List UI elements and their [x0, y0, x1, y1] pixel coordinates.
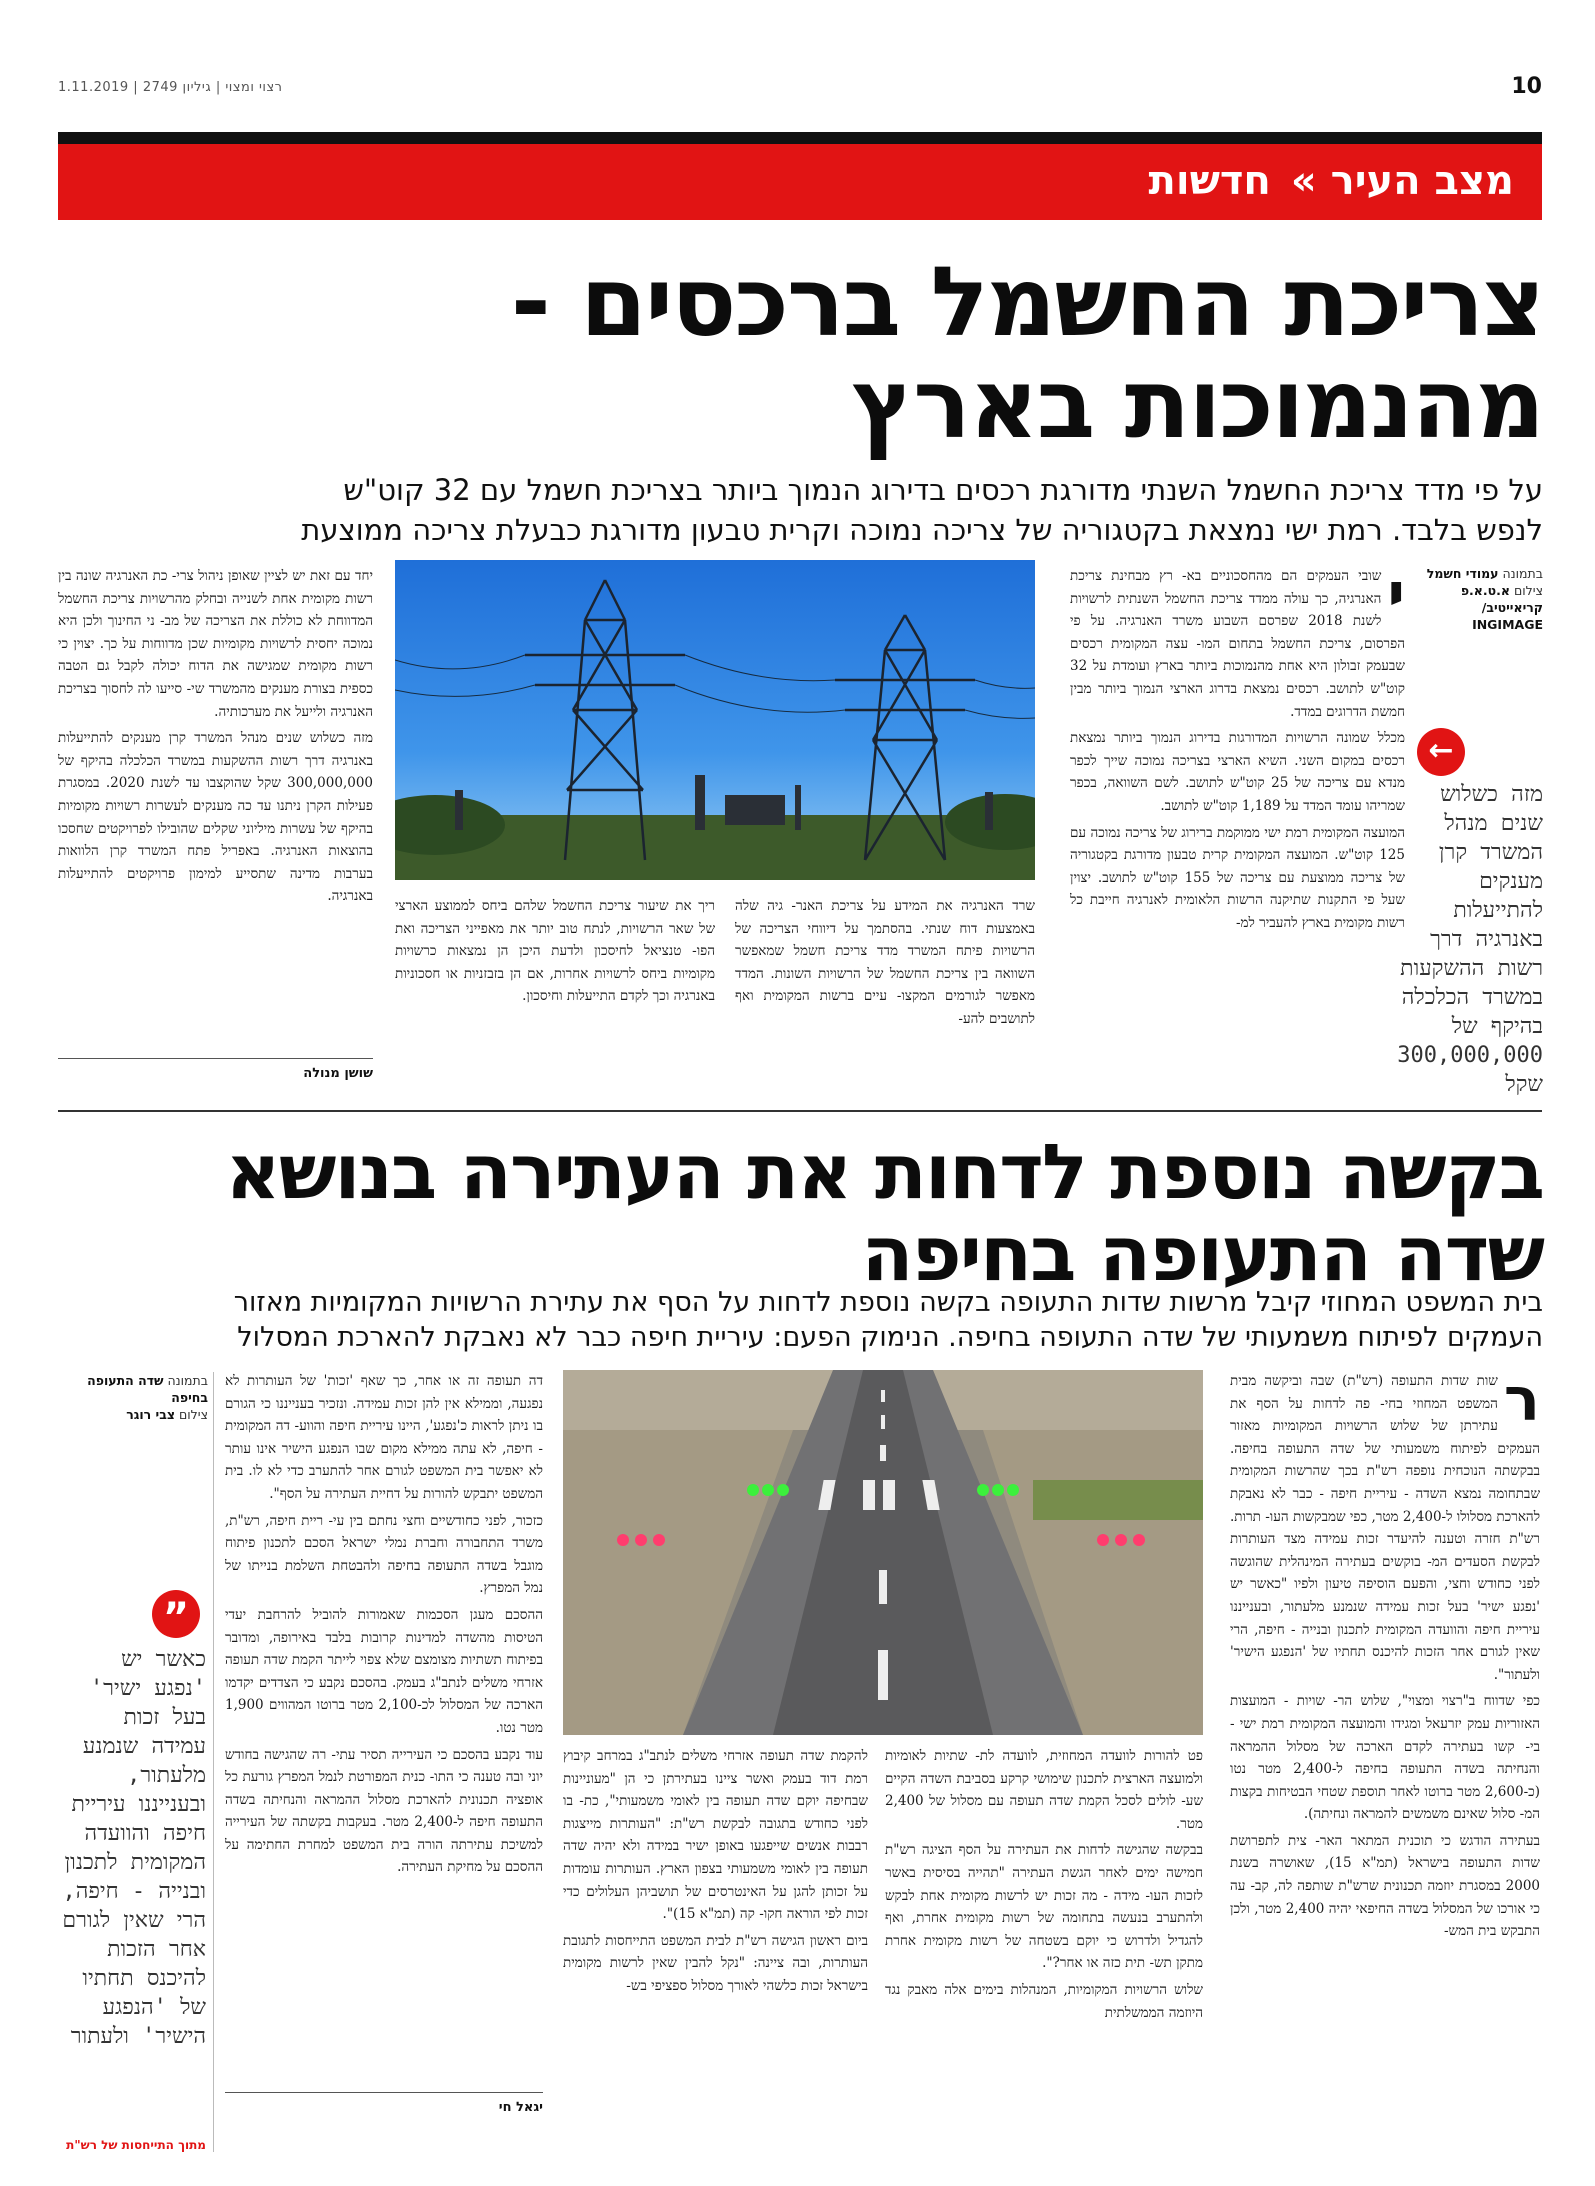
article-divider: [58, 1110, 1542, 1112]
credit-subject: שדה התעופה בחיפה: [87, 1373, 208, 1405]
article2-paragraph: דה תעופה זה או אחר, כך שאף 'זכות' של העותרות לא נפגעה, וממילא אין להן זכות עמידה. ונזכיר בענייננו כי הגורם בו ניתן לראות כ'נפגע', היינו עיריית חיפה והווע- דה המקומית - חיפה, לא עתה ממילא מקום שבו הנפגע הישיר אינו עותר לא יאפשר בית המשפט לגורם אחר להתערב כדי לא לו. בית המשפט יתבקש להורות על דחיית העתירה על הסף".: [225, 1373, 543, 1502]
article1-column-3: [395, 895, 715, 1085]
article1-subhead-line2: לנפש בלבד. רמת ישי נמצאת בקטגוריה של צריכה נמוכה וקרית טבעון מדורגת כבעלת צריכה ממוצעת: [301, 513, 1543, 547]
credit-label: בתמונה: [167, 1373, 208, 1388]
article2-column-3: [563, 1745, 868, 2160]
article1-paragraph: שרד האנרגיה את המידע על צריכת האנר- גיה שלה באמצעות דוח שנתי. בהסתמך על דיווחי הצריכה של הרשויות פיתח המשרד מדד צריכת חשמל שמאפשר השוואה בין צריכת החשמל של הרשויות השונות. המדד מאפשר לגורמים המקצו- עיים ברשות המקומית ואף לתושבים להע-: [735, 898, 1035, 1027]
article2-paragraph: ביום ראשון הגישה רש"ת לבית המשפט התייחסות לתגובת העותרות, ובה ציינה: "נקל להבין שאין לרשות מקומית בישראל זכות כלשהי לאורך מסלול ספציפי בש-: [563, 1932, 868, 1994]
article2-paragraph: בעתירה הודגש כי תוכנית המתאר האר- צית לתפרושת שדות התעופה בישראל (תמ"א 15), שאושרה בשנת 2000 במסגרת יוזמה תכנונית שרש"ת שותפה לה, קב- עה כי אורכו של המסלול בשדה החיפאי יהיה 2,400 מטר, ולכן התבקש בית המש-: [1230, 1832, 1540, 1940]
article2-paragraph: שות שדות התעופה (רש"ת) שבה וביקשה מבית המשפט המחוזי בחי- פה לדחות על הסף את עתירתן של שלוש הרשויות המקומיות מאזור העמקים לפיתוח משמעותי של שדה התעופה בחיפה. בבקשתה הנוכחית נופפה רש"ת בכך שהרשות המקומית שבתחומה נמצא השדה - עיריית חיפה - כבר לא נאבקת להארכת מסלולו ל-2,400 מטר, כפי שמבקשות העו- תרות. רש"ת חזרה וטענה להיעדר זכות עמידה מצד העותרות לבקשת הסעדים המ- בוקשים בעתירה המינהלית שהוגשה לפני כחודש וחצי, והפעם הוסיפה טיעון ולפיו "כאשר יש 'נפגע ישיר' בעל זכות עמידה שנמנע מלעתור, ובענייננו עיריית חיפה והוועדה המקומית לתכנון ובנייה - חיפה, הרי שאין לגורם אחר הזכות להיכנס תחתיו של 'הנפגע הישיר' ולעתור".: [1230, 1373, 1540, 1683]
power-lines-illustration: [395, 560, 1035, 880]
article1-column-4: [58, 565, 373, 1055]
publication-info: רצוי ומצוי | גיליון 2749 | 1.11.2019: [58, 80, 283, 95]
article2-subhead-line1: בית המשפט המחוזי קיבל מרשות שדות התעופה בקשה נוספת לדחות על הסף את עתירת הרשויות המקומיות מאזור: [233, 1287, 1543, 1318]
article1-photo-credit: [1425, 565, 1543, 633]
article1-headline-line1: צריכת החשמל ברכסים -: [510, 246, 1543, 358]
article2-byline: יגאל חי: [498, 2100, 543, 2115]
section-top-rule: [58, 132, 1542, 144]
article1-headline-line2: מהנמוכות בארץ: [851, 348, 1543, 460]
article2-column-4: [225, 1370, 543, 2085]
article2-column-2: [885, 1745, 1203, 2160]
article2-paragraph: פט להורות לוועדה המחוזית, לוועדה לת- שתיות לאומיות ולמועצה הארצית לתכנון שימושי קרקע בסביבת השדה הקיים שע- לולים לסכל הקמת שדה תעופה עם מסלול של 2,400 מטר.: [885, 1748, 1203, 1832]
article1-pullquote: מזה כשלוש שנים מנהל המשרד קרן מענקים להתייעלות באנרגיה דרך רשות ההשקעות במשרד הכלכלה בהיקף של 300,000,000 שקל: [1397, 782, 1543, 1097]
article2-paragraph: כזכור, לפני כחודשיים וחצי נחתם בין עי- ריית חיפה, רש"ת, משרד התחבורה וחברת נמלי ישראל הסכם לתכנון פיתוח מוגבל בשדה התעופה בחיפה ולהבטחת השלמת בנייתו של נמל המפרץ.: [225, 1512, 543, 1597]
article2-paragraph: עוד נקבע בהסכם כי העירייה תסיר עתי- רה שהגישה בחודש יוני ובה טענה כי התו- כנית המפורטת לנמל המפרץ גורעת כל אופציה תכנונית להארכת מסלול ההמראה והנחיתה בשדה התעופה חיפה ל-2,400 מטר. בעקבות בקשתה של העירייה למשיכת עתירתה הורה בית המשפט למחרת החתימה על ההסכם על מחיקת העתירה.: [225, 1746, 543, 1876]
article1-column-2: [735, 895, 1035, 1085]
article2-photo-credit: [58, 1372, 208, 1423]
article2-paragraph: להקמת שדה תעופה אזרחי משלים לנתב"ג במרחב קיבוץ רמת דוד בעמק ואשר ציינו בעתירתן כי הן "מעוניינות שבחיפה יוקם שדה תעופה בין לאומי משמעותי", כת- בו לפני כחודש בתגובה לבקשת רש"ת: "העותרות מייצגות רבבות אנשים שייפגעו באופן ישיר במידה ולא יהיה שדה תעופה בין לאומי משמעותי בצפון הארץ. העותרות עומדות על זכותן להגן על האינטרסים של תושביהן העלולים כדי זכות לפי הוראה חקו- קה (תמ"א 15)".: [563, 1748, 868, 1923]
section-banner: [58, 144, 1542, 220]
article1-paragraph: שובי העמקים הם מהחסכוניים בא- רץ מבחינת צריכת האנרגיה, כך עולה ממדד צריכת החשמל השנתית לרשויות לשנת 2018 שפרסם השבוע משרד האנרגיה. על פי הפרסום, צריכת החשמל בתחום המו- עצה המקומית רכסים שבעמק זבולון היא אחת מהנמוכות ביותר בארץ ועומדת על 32 קוט"ש לתושב. רכסים נמצאת בדרוג הארצי הנמוך ביותר מבין חמשת הדרוגים במדד.: [1070, 568, 1405, 720]
article1-paragraph: מכלל שמונה הרשויות המדורגות בדירוג הנמוך ביותר נמצאת רכסים במקום השני. השיא הארצי בצריכה נמוכה שייך לכפר מנדא עם צריכה של 25 קוט"ש לתושב. לשם השוואה, בכפר שמריהו עומד המדד על 1,189 קוט"ש לתושב.: [1070, 730, 1405, 814]
article2-dropcap: ר: [1503, 1370, 1540, 1435]
credit-photographer-label: צילום: [1513, 583, 1543, 598]
quote-icon: ”: [152, 1590, 200, 1638]
article2-paragraph: כפי שדווח ב"רצוי ומצוי", שלוש הר- שויות - המועצות האזוריות עמק יזרעאל ומגידו והמועצה המקומית רמת ישי - בי- קשו בעתירה לקדם הארכה של מסלול ההמראה והנחיתה בשדה התעופה בחיפה ל-2,400 מטר נטו (כ-2,600 מטר ברוטו לאחר תוספת שטחי הבטיחות בקצות המ- סלול שאינם משמשים להמראה ונחיתה).: [1230, 1693, 1540, 1823]
article2-subhead-line2: העמקים לפיתוח משמעותי של שדה התעופה בחיפה. הנימוק הפעם: עיריית חיפה כבר לא נאבקת להארכת המסלול: [237, 1322, 1543, 1353]
credit-photographer-label: צילום: [178, 1407, 208, 1422]
pullquote-source: מתוך התייחסות של רש"ת: [66, 2138, 206, 2152]
article2-paragraph: בבקשה שהגישה לדחות את העתירה על הסף הציגה רש"ת חמישה ימים לאחר הגשת העתירה "תהייה בסיסית באשר לזכות העו- מידה - מה זכות יש לרשות מקומית אחת לבקש ולהתערב בנעשה בתחומה של רשות מקומית אחרת, ואף להגדיל ולדרוש כי יוקם בשטחה של רשות מקומית אחרת מתקן תש- תית כזה או אחר?".: [885, 1842, 1203, 1972]
section-title: [1149, 158, 1514, 204]
article1-paragraph: יחד עם זאת יש לציין שאופן ניהול צרי- כת האנרגיה שונה בין רשות מקומית אחת לשנייה ובחלק מהרשויות צריכת החשמל המדווחת לא כוללת את הצריכה של מב- ני החינוך ולכן היא נמוכה יחסית לרשויות מקומיות שכן מדווחות על כך. יצוין כי רשות מקומית שמגישה את הדוח יכולה לקבל גם הטבה כספית בצורת מענקים מהמשרד שי- סייעו לה לחסוך בצריכת האנרגיה ולייעל את מערכותיה.: [58, 568, 373, 720]
credit-subject: עמודי חשמל: [1426, 566, 1499, 581]
article2-headline-line1: בקשה נוספת לדחות את העתירה בנושא: [225, 1127, 1543, 1216]
article2-paragraph: ההסכם מעגן הסכמות שאמורות להוביל להרחבת יעדי הטיסות מהשדה למדינות קרובות בלבד באירופה, ומדובר בפיתוח תשתיות מצומצם שלא צפוי לייתר הקמת שדה תעופה אזרחי משלים לנתב"ג בעמק. בהסכם נקבע כי הצדדים יקדמו הארכה של המסלול לכ-2,100 מטר ברוטו המהווים 1,900 מטר נטו.: [225, 1606, 543, 1736]
credit-label: בתמונה: [1502, 566, 1543, 581]
double-chevron-icon: »: [1290, 158, 1311, 204]
signature-rule: [58, 1058, 373, 1059]
section-category: חדשות: [1148, 158, 1271, 204]
page-number: 10: [1511, 74, 1542, 99]
article1-paragraph: מזה כשלוש שנים מנהל המשרד קרן מענקים להתייעלות באנרגיה דרך רשות ההשקעות במשרד הכלכלה בהיקף של 300,000,000 שקל שהוקצבו עד לשנת 2020. במסגרת פעילות הקרן ניתנו עד כה מענקים לעשרות רשויות מקומיות בהיקף של עשרות מיליוני שקלים שהובילו לפרויקטים שחסכו בהוצאות האנרגיה. באפריל פתח המשרד קרן הלוואות בערבות מדינה שתסייע למימון פרויקטים להתייעלות באנרגיה.: [58, 730, 373, 905]
pullquote-rule: [213, 1372, 214, 2152]
masthead: [58, 74, 1542, 100]
article2-column-1: [1230, 1370, 1540, 2160]
article1-paragraph: ריך את שיעור צריכת החשמל שלהם ביחס לממוצע הארצי של שאר הרשויות, לנתח טוב יותר את מאפייני הצריכה ואת הפו- טנציאל לחיסכון ולדעת היכן הן נמצאות כרשויות מקומיות ביחס לרשויות אחרות, אם הן בזבזניות או חסכוניות באנרגיה וכך לקדם התייעלות וחיסכון.: [395, 898, 715, 1005]
signature-rule: [225, 2092, 543, 2093]
credit-photographer: צבי רוגר: [126, 1407, 175, 1422]
article1-byline: שושן מנולה: [303, 1066, 373, 1081]
article1-paragraph: המועצה המקומית רמת ישי ממוקמת ברירוג של צריכה נמוכה עם 125 קוט"ש. המועצה המקומית קרית טבעון מדורגת בקטגוריה של צריכה ממוצעת עם צריכה של 155 קוט"ש לתושב. יצוין שעל פי התקנות שתיקנה הרשות הלאומית לאנרגיה חייבת כל רשות מקומית בארץ להעביר למ-: [1070, 824, 1405, 931]
article2-paragraph: שלוש הרשויות המקומיות, המנהלות בימים אלה מאבק נגד היוזמה הממשלתית: [885, 1981, 1203, 2021]
section-name: מצב העיר: [1330, 158, 1514, 204]
article1-column-1: [1070, 565, 1405, 1085]
article2-headline-line2: שדה התעופה בחיפה: [861, 1209, 1543, 1298]
power-lines-photo: [395, 560, 1035, 880]
article2-pullquote: כאשר יש 'נפגע ישיר' בעל זכות עמידה שנמנע מלעתור, ובענייננו עיריית חיפה והוועדה המקומית לתכנון ובנייה - חיפה, הרי שאין לגורם אחר הזכות להיכנס תחתיו של 'הנפגע הישיר' ולעתור: [62, 1647, 206, 2049]
credit-photographer: א.ט.א.פ קריאייטיב/ INGIMAGE: [1460, 583, 1543, 632]
runway-illustration: [563, 1370, 1203, 1735]
runway-photo: [563, 1370, 1203, 1735]
article1-dropcap: י: [1387, 565, 1405, 630]
arrow-left-icon: ←: [1417, 728, 1465, 776]
article1-subhead-line1: על פי מדד צריכת החשמל השנתי מדורגת רכסים בדירוג הנמוך ביותר בצריכת חשמל עם 32 קוט"ש: [343, 473, 1543, 507]
